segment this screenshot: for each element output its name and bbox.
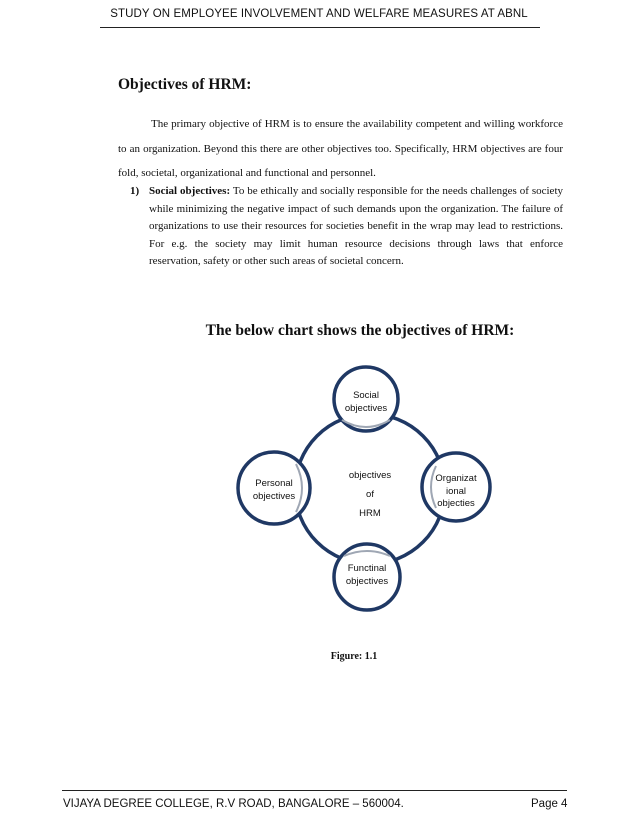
center-node-line1: objectives: [348, 470, 392, 481]
footer-college: VIJAYA DEGREE COLLEGE, R.V ROAD, BANGALORE – 560004.: [63, 798, 404, 810]
running-header: STUDY ON EMPLOYEE INVOLVEMENT AND WELFARE MEASURES AT ABNL: [110, 8, 528, 20]
right-node-label: [424, 473, 488, 511]
intro-paragraph: The primary objective of HRM is to ensure the availability competent and willing workforce to an organization. Beyond this there are other objectives too. Specifically, HRM objectives are four fold, societal, organizational and functional and personnel.: [118, 118, 563, 179]
footer-rule: [62, 790, 567, 791]
right-node-line3: objecties: [437, 498, 475, 509]
bottom-node-label: [335, 563, 399, 588]
top-node-label: [333, 390, 399, 415]
list-item-lead: Social objectives:: [149, 185, 231, 197]
center-node-line2: of: [366, 489, 374, 500]
chart-title: The below chart shows the objectives of HRM:: [205, 322, 515, 339]
right-node-line2: ional: [445, 485, 467, 497]
bottom-node-line2: objectives: [345, 575, 389, 587]
left-node-line2: objectives: [252, 490, 296, 502]
section-title: Objectives of HRM:: [118, 76, 252, 93]
left-node-line1: Personal: [255, 478, 293, 489]
center-node-label: [330, 466, 410, 523]
list-item-text: To be ethically and socially responsible for the needs challenges of society while minimizing the negative impact of such demands upon the organization. The failure of organizations to use their resources for societies benefit in the wrap may lead to restrictions. For e.g. the society may limit human resource decisions through laws that enforce reservation, safety or other such areas of societal concern.: [149, 185, 563, 267]
left-node-label: [240, 478, 308, 503]
list-number: 1): [130, 185, 140, 197]
page-number: Page 4: [531, 798, 568, 810]
figure-caption: Figure: 1.1: [330, 651, 378, 662]
center-node-line3: HRM: [359, 508, 381, 519]
right-node-line1: Organizat: [435, 473, 477, 484]
bottom-node-line1: Functinal: [347, 563, 387, 574]
top-node-line1: Social: [353, 390, 379, 401]
top-node-line2: objectives: [344, 402, 388, 414]
